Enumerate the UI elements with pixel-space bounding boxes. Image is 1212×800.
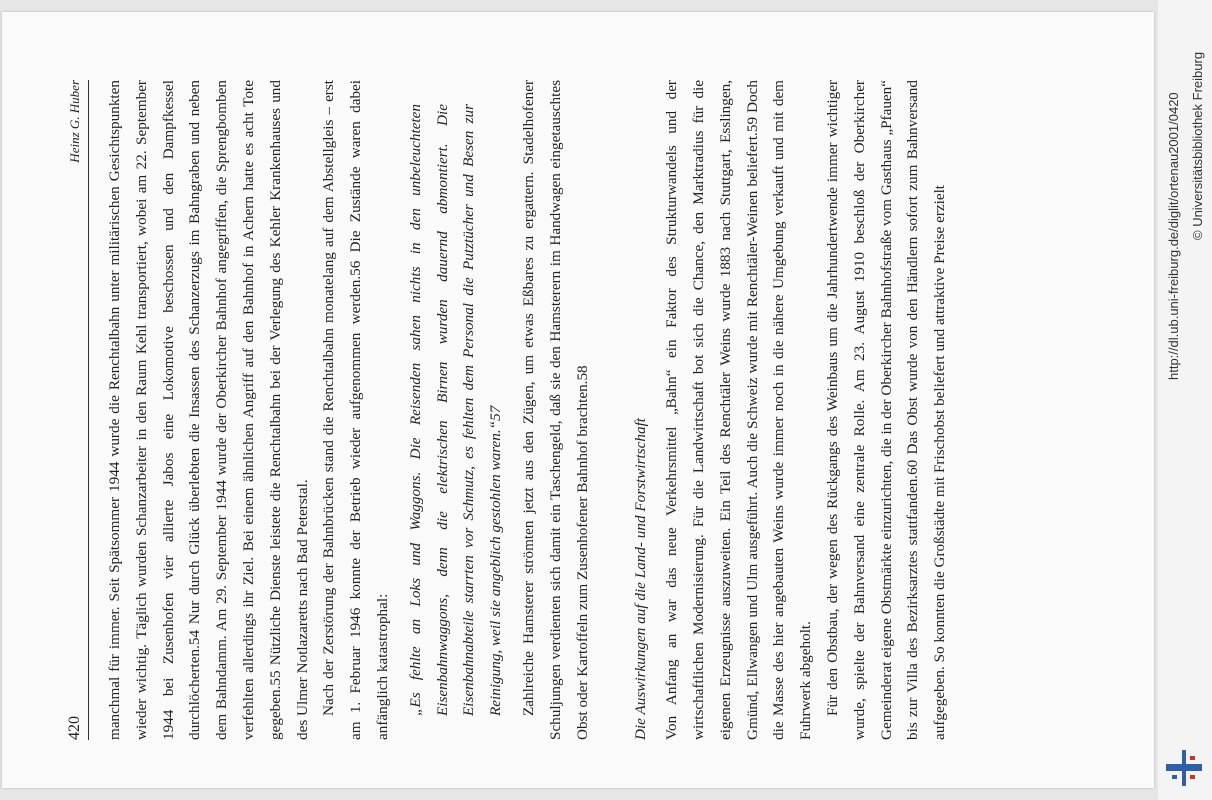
section-gap bbox=[596, 80, 622, 740]
paragraph: Nach der Zerstörung der Bahnbrücken stand die Renchtalbahn monatelang auf dem Abstellgleis – erst am 1. Februar 1946 konnte der Betrieb wieder aufgenommen werden.56 Die Zustände waren dabei anfänglich katastrophal: bbox=[320, 80, 391, 740]
page-number: 420 bbox=[66, 716, 83, 740]
block-quote: „Es fehlte an Loks und Waggons. Die Reisenden sahen nichts in den unbeleuchteten Eisenbahnwaggons, denn die elektrischen Birnen wurden dauernd abmontiert. Die Eisenbahnabteile starrten vor Schmutz, es fehlten dem Personal die Putztücher und Besen zur Reinigung, weil sie angeblich gestohlen waren.“57 bbox=[406, 104, 505, 716]
paragraph: Zahlreiche Hamsterer strömten jetzt aus den Zügen, um etwas Eßbares zu ergattern. Stadelhofener Schuljungen verdienten sich damit ein Taschengeld, daß sie den Hamsterern im Handwagen eingetauschtes Obst oder Kartoffeln zum Zusenhofener Bahnhof brachten.58 bbox=[519, 80, 591, 740]
paragraph: Für den Obstbau, der wegen des Rückgangs des Weinbaus um die Jahrhundertwende immer wichtiger wurde, spielte der Bahnversand eine zentrale Rolle. Am 23. August 1910 beschloß der Oberkircher Gemeinderat eigene Obstmärkte einzurichten, die in der Oberkircher Bahnhofstraße vom Gasthaus „Pfauen“ bis zur Villa des Bezirksarztes stattfanden.60 Das Obst wurde von den Händlern sofort zum Bahnversand aufgegeben. So konnten die Großstädte mit Frischobst beliefert und attraktive Preise erzielt bbox=[823, 80, 949, 740]
copyright-notice: © Universitätsbibliothek Freiburg bbox=[1190, 51, 1205, 240]
library-logo-icon bbox=[1162, 748, 1206, 788]
paragraph: manchmal für immer. Seit Spätsommer 1944 wurde die Renchtalbahn unter militärischen Gesichtspunkten wieder wichtig. Täglich wurden Schanzarbeiter in den Raum Kehl transportiert, wobei am 22. September 1944 bei Zusenhofen vier allierte Jabos eine Lokomotive beschossen und den Dampfkessel durchlöcherten.54 Nur durch Glück überlebten die Insassen des Schanzerzugs im Bahngraben und neben dem Bahndamm. Am 29. September 1944 wurde der Oberkircher Bahnhof angegriffen, die Sprengbomben verfehlten allerdings ihr Ziel. Bei einem ähnlichen Angriff auf den Bahnhof in Achern hatte es acht Tote gegeben.55 Nützliche Dienste leistete die Renchtalbahn bei der Verlegung des Kehler Krankenhauses und des Ulmer Notlazaretts nach Bad Peterstal. bbox=[106, 80, 311, 740]
running-head bbox=[64, 80, 89, 740]
paragraph: Von Anfang an war das neue Verkehrsmittel „Bahn“ ein Faktor des Strukturwandels und der wirtschaftlichen Modernisierung. Für die Landwirtschaft bot sich die Chance, den Marktradius für die eigenen Erzeugnisse auszuweiten. Ein Teil des Renchtäler Weins wurde 1883 nach Stuttgart, Esslingen, Gmünd, Ellwangen und Ulm ausgeführt. Auch die Schweiz wurde mit Renchtäler-Weinen beliefert.59 Doch die Masse des hier angebauten Weins wurde immer noch in die nähere Umgebung verkauft und mit dem Fuhrwerk abgeholt. bbox=[663, 80, 815, 740]
section-heading: Die Auswirkungen auf die Land- und Forstwirtschaft bbox=[632, 417, 650, 740]
body-text bbox=[102, 80, 954, 740]
running-head-author: Heinz G. Huber bbox=[67, 80, 82, 163]
book-page bbox=[60, 80, 1060, 740]
permalink-url[interactable]: http://dl.ub.uni-freiburg.de/diglit/ortenau2001/0420 bbox=[1166, 92, 1181, 380]
